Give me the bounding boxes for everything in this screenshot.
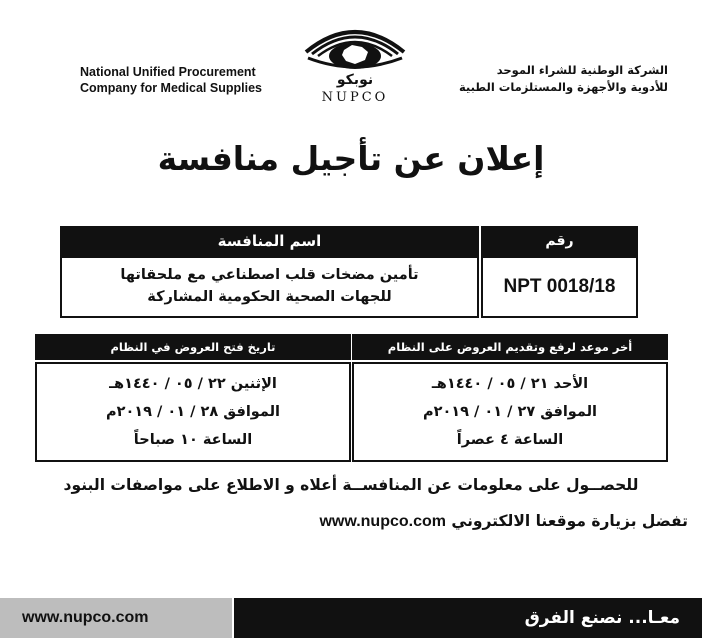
footer-slogan: معـا... نصنع الفرق xyxy=(234,598,702,638)
opening-date-hijri: الإثنين ٢٢ / ٠٥ / ١٤٤٠هـ xyxy=(109,376,277,392)
deadline-time: الساعة ٤ عصراً xyxy=(456,432,564,448)
company-name-arabic-line1: الشركة الوطنية للشراء الموحد xyxy=(496,63,668,77)
deadline-date-hijri: الأحد ٢١ / ٠٥ / ١٤٤٠هـ xyxy=(431,376,589,392)
opening-time: الساعة ١٠ صباحاً xyxy=(133,432,253,448)
footer-website-link[interactable]: www.nupco.com xyxy=(0,598,232,638)
company-name-english-line2: Company for Medical Supplies xyxy=(80,81,262,95)
opening-date-gregorian: الموافق ٢٨ / ٠١ / ٢٠١٩م xyxy=(105,404,281,420)
opening-date-cell xyxy=(35,362,351,462)
deadline-header: أخر موعد لرفع وتقديم العروض على النظام xyxy=(352,334,668,360)
footer-bar xyxy=(0,598,702,638)
logo-english-wordmark: NUPCO xyxy=(321,90,389,105)
company-name-arabic xyxy=(418,62,668,96)
letterhead xyxy=(0,0,702,118)
nupco-logo xyxy=(300,18,410,103)
tender-number-cell: NPT 0018/18 xyxy=(481,256,638,318)
eye-emblem-icon xyxy=(300,18,410,74)
tender-name-header: اسم المنافسة xyxy=(60,226,479,256)
tender-name-cell xyxy=(60,256,479,318)
company-name-arabic-line2: للأدوية والأجهزة والمستلزمات الطبية xyxy=(458,80,668,94)
tender-table xyxy=(60,226,638,318)
company-name-english-line1: National Unified Procurement xyxy=(80,65,256,79)
website-link[interactable]: www.nupco.com xyxy=(319,513,446,530)
info-line-1: للحصــول على معلومات عن المنافســة أعلاه و الاطلاع على مواصفات البنود xyxy=(63,476,639,494)
tender-name-line2: للجهات الصحية الحكومية المشاركة xyxy=(147,289,392,305)
dates-table xyxy=(35,334,668,462)
logo-arabic-wordmark: نوبكو xyxy=(336,72,374,88)
tender-name-line1: تأمين مضخات قلب اصطناعي مع ملحقاتها xyxy=(120,267,419,283)
opening-date-column xyxy=(35,334,351,462)
deadline-cell xyxy=(352,362,668,462)
tender-number-header: رقم xyxy=(481,226,638,256)
announcement-title: إعلان عن تأجيل منافسة xyxy=(157,139,545,178)
deadline-column xyxy=(352,334,668,462)
info-line-2 xyxy=(0,508,702,535)
deadline-date-gregorian: الموافق ٢٧ / ٠١ / ٢٠١٩م xyxy=(422,404,598,420)
info-visit-text: تفضل بزيارة موقعنا الالكتروني xyxy=(451,512,688,530)
company-name-english xyxy=(80,64,310,96)
opening-date-header: تاريخ فتح العروض في النظام xyxy=(35,334,351,360)
